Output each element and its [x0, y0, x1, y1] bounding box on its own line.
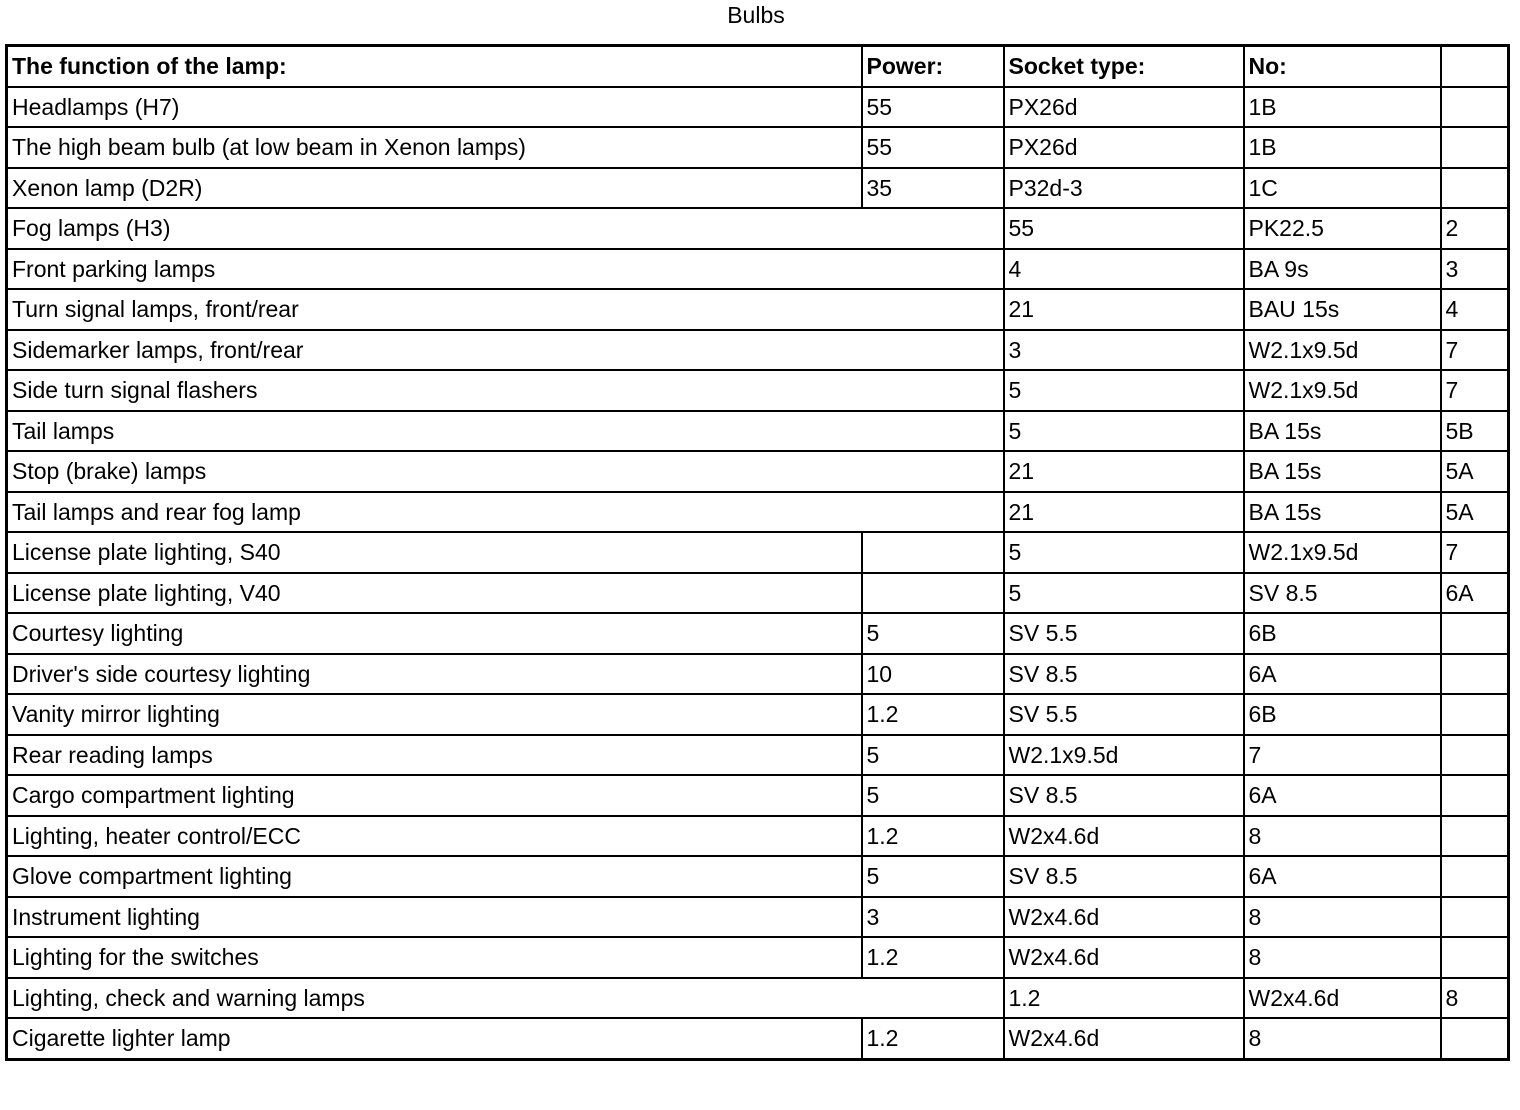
cell-function: License plate lighting, V40 — [7, 573, 862, 614]
cell-socket-type: PX26d — [1004, 127, 1244, 168]
header-socket-type: Socket type: — [1004, 46, 1244, 87]
cell-socket-type: 1.2 — [1004, 978, 1244, 1019]
cell-socket-type: W2x4.6d — [1004, 937, 1244, 978]
cell-extra: 8 — [1441, 978, 1509, 1019]
cell-extra: 5A — [1441, 451, 1509, 492]
cell-extra: 7 — [1441, 370, 1509, 411]
cell-function: Lighting, heater control/ECC — [7, 816, 862, 857]
cell-socket-type: 3 — [1004, 330, 1244, 371]
cell-extra — [1441, 775, 1509, 816]
cell-extra — [1441, 694, 1509, 735]
cell-no: BAU 15s — [1244, 289, 1441, 330]
cell-power: 3 — [862, 897, 1004, 938]
cell-socket-type: 21 — [1004, 492, 1244, 533]
table-row — [7, 330, 1509, 371]
cell-no: 6A — [1244, 654, 1441, 695]
table-row — [7, 127, 1509, 168]
table-row — [7, 168, 1509, 209]
cell-extra — [1441, 856, 1509, 897]
cell-no: 6B — [1244, 694, 1441, 735]
cell-function: License plate lighting, S40 — [7, 532, 862, 573]
table-row — [7, 249, 1509, 290]
cell-no: BA 15s — [1244, 411, 1441, 452]
table-row — [7, 735, 1509, 776]
cell-socket-type: 4 — [1004, 249, 1244, 290]
page-title: Bulbs — [727, 2, 785, 28]
table-row — [7, 897, 1509, 938]
cell-extra: 7 — [1441, 330, 1509, 371]
table-row — [7, 87, 1509, 128]
cell-extra: 5A — [1441, 492, 1509, 533]
cell-no: PK22.5 — [1244, 208, 1441, 249]
cell-extra — [1441, 654, 1509, 695]
cell-no: W2x4.6d — [1244, 978, 1441, 1019]
cell-power: 55 — [862, 127, 1004, 168]
cell-extra — [1441, 168, 1509, 209]
cell-function: Courtesy lighting — [7, 613, 862, 654]
cell-function: Cigarette lighter lamp — [7, 1018, 862, 1059]
cell-function: Rear reading lamps — [7, 735, 862, 776]
cell-power: 5 — [862, 735, 1004, 776]
table-row — [7, 451, 1509, 492]
table-row — [7, 613, 1509, 654]
table-row — [7, 492, 1509, 533]
cell-function: Stop (brake) lamps — [7, 451, 1004, 492]
cell-function: Lighting, check and warning lamps — [7, 978, 1004, 1019]
cell-extra — [1441, 937, 1509, 978]
cell-function: Cargo compartment lighting — [7, 775, 862, 816]
cell-function: Glove compartment lighting — [7, 856, 862, 897]
cell-extra: 2 — [1441, 208, 1509, 249]
cell-socket-type: P32d-3 — [1004, 168, 1244, 209]
table-row — [7, 654, 1509, 695]
cell-function: The high beam bulb (at low beam in Xenon lamps) — [7, 127, 862, 168]
cell-socket-type: SV 8.5 — [1004, 856, 1244, 897]
cell-socket-type: SV 5.5 — [1004, 613, 1244, 654]
cell-socket-type: 5 — [1004, 411, 1244, 452]
cell-extra: 5B — [1441, 411, 1509, 452]
cell-function: Sidemarker lamps, front/rear — [7, 330, 1004, 371]
cell-power — [862, 573, 1004, 614]
cell-no: 8 — [1244, 816, 1441, 857]
cell-no: 8 — [1244, 897, 1441, 938]
header-function: The function of the lamp: — [7, 46, 862, 87]
cell-socket-type: SV 8.5 — [1004, 775, 1244, 816]
cell-power: 35 — [862, 168, 1004, 209]
cell-no: 6A — [1244, 856, 1441, 897]
cell-function: Lighting for the switches — [7, 937, 862, 978]
cell-no: 7 — [1244, 735, 1441, 776]
cell-socket-type: 21 — [1004, 451, 1244, 492]
cell-function: Driver's side courtesy lighting — [7, 654, 862, 695]
cell-function: Vanity mirror lighting — [7, 694, 862, 735]
cell-socket-type: 21 — [1004, 289, 1244, 330]
cell-no: 8 — [1244, 937, 1441, 978]
cell-extra — [1441, 735, 1509, 776]
table-row — [7, 573, 1509, 614]
cell-no: BA 9s — [1244, 249, 1441, 290]
cell-socket-type: W2x4.6d — [1004, 816, 1244, 857]
cell-no: SV 8.5 — [1244, 573, 1441, 614]
cell-function: Tail lamps and rear fog lamp — [7, 492, 1004, 533]
cell-power: 10 — [862, 654, 1004, 695]
cell-extra — [1441, 87, 1509, 128]
cell-power: 5 — [862, 775, 1004, 816]
cell-function: Front parking lamps — [7, 249, 1004, 290]
cell-extra — [1441, 816, 1509, 857]
cell-no: BA 15s — [1244, 451, 1441, 492]
cell-socket-type: PX26d — [1004, 87, 1244, 128]
cell-socket-type: SV 5.5 — [1004, 694, 1244, 735]
cell-extra — [1441, 613, 1509, 654]
cell-function: Instrument lighting — [7, 897, 862, 938]
cell-power — [862, 532, 1004, 573]
cell-socket-type: W2x4.6d — [1004, 1018, 1244, 1059]
cell-function: Tail lamps — [7, 411, 1004, 452]
cell-no: 1B — [1244, 87, 1441, 128]
cell-function: Fog lamps (H3) — [7, 208, 1004, 249]
bulbs-table-body — [7, 46, 1509, 1060]
table-row — [7, 694, 1509, 735]
table-row — [7, 816, 1509, 857]
cell-extra: 7 — [1441, 532, 1509, 573]
cell-function: Xenon lamp (D2R) — [7, 168, 862, 209]
table-row — [7, 937, 1509, 978]
cell-function: Side turn signal flashers — [7, 370, 1004, 411]
cell-no: 1B — [1244, 127, 1441, 168]
cell-socket-type: 5 — [1004, 370, 1244, 411]
table-row — [7, 1018, 1509, 1059]
cell-power: 1.2 — [862, 937, 1004, 978]
table-row — [7, 208, 1509, 249]
cell-no: W2.1x9.5d — [1244, 532, 1441, 573]
cell-power: 1.2 — [862, 694, 1004, 735]
cell-function: Headlamps (H7) — [7, 87, 862, 128]
table-row — [7, 775, 1509, 816]
cell-socket-type: 5 — [1004, 532, 1244, 573]
cell-no: W2.1x9.5d — [1244, 370, 1441, 411]
cell-extra — [1441, 127, 1509, 168]
table-row — [7, 856, 1509, 897]
cell-extra — [1441, 1018, 1509, 1059]
bulbs-table — [5, 44, 1510, 1061]
cell-socket-type: SV 8.5 — [1004, 654, 1244, 695]
cell-power: 1.2 — [862, 1018, 1004, 1059]
cell-socket-type: W2.1x9.5d — [1004, 735, 1244, 776]
header-extra — [1441, 46, 1509, 87]
table-row — [7, 978, 1509, 1019]
header-no: No: — [1244, 46, 1441, 87]
cell-extra — [1441, 897, 1509, 938]
cell-no: 8 — [1244, 1018, 1441, 1059]
table-row — [7, 370, 1509, 411]
cell-socket-type: W2x4.6d — [1004, 897, 1244, 938]
cell-power: 55 — [862, 87, 1004, 128]
cell-no: 6A — [1244, 775, 1441, 816]
cell-no: W2.1x9.5d — [1244, 330, 1441, 371]
cell-no: 1C — [1244, 168, 1441, 209]
cell-socket-type: 5 — [1004, 573, 1244, 614]
cell-extra: 4 — [1441, 289, 1509, 330]
cell-power: 1.2 — [862, 816, 1004, 857]
table-header-row — [7, 46, 1509, 87]
table-row — [7, 532, 1509, 573]
cell-extra: 6A — [1441, 573, 1509, 614]
cell-no: 6B — [1244, 613, 1441, 654]
header-power: Power: — [862, 46, 1004, 87]
cell-socket-type: 55 — [1004, 208, 1244, 249]
cell-power: 5 — [862, 856, 1004, 897]
cell-extra: 3 — [1441, 249, 1509, 290]
cell-power: 5 — [862, 613, 1004, 654]
table-row — [7, 289, 1509, 330]
table-row — [7, 411, 1509, 452]
cell-no: BA 15s — [1244, 492, 1441, 533]
cell-function: Turn signal lamps, front/rear — [7, 289, 1004, 330]
